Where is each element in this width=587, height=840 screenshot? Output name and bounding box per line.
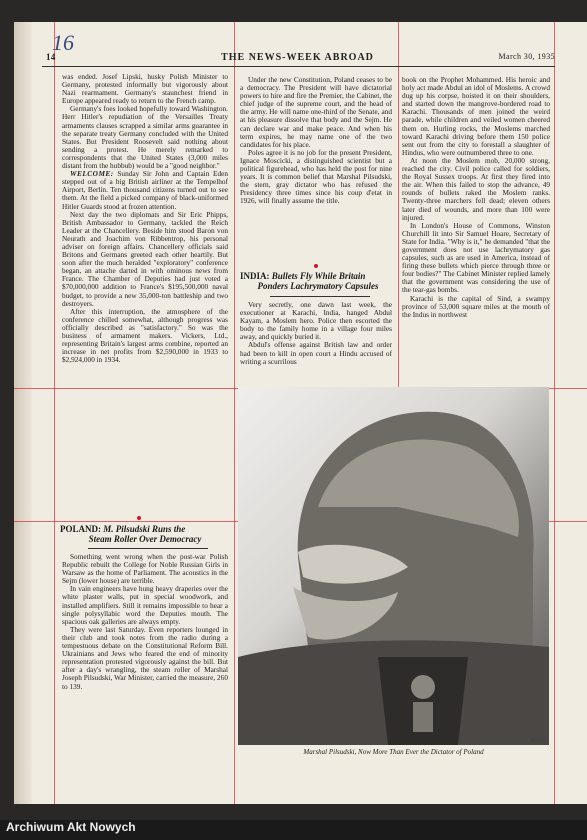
register-dot: [137, 516, 141, 520]
paragraph: Abdul's offense against British law and order had been to kill in open court a Hindu accused of writing a scurrilous: [240, 340, 392, 366]
issue-date: March 30, 1935: [498, 52, 555, 61]
publication-title: THE NEWS-WEEK ABROAD: [221, 52, 374, 63]
poland-article-column: [62, 553, 228, 691]
photo-credit: ACME: [530, 738, 545, 744]
article-column-2: [240, 76, 392, 206]
headline-country: POLAND:: [60, 524, 101, 534]
headline-rule: [88, 548, 208, 549]
paragraph: was ended. Josef Lipski, husky Polish Minister to Germany, protested informally but vigorously about Nazi rearmament. Germany's staunchest friend in Europe appeared ready to return to the French camp.: [62, 72, 228, 106]
headline-country: INDIA:: [240, 271, 270, 281]
register-line: [398, 22, 399, 392]
headline-rule: [270, 296, 370, 297]
poland-headline: [60, 524, 230, 544]
india-article-column: [240, 301, 392, 366]
paragraph: Germany's foes looked hopefully toward Washington. Herr Hitler's repudiation of the Versailles Treaty armaments clauses scrapped a similar arms guarantee in the separate treaty Germany concluded with the United States. But President Roosevelt said nothing about sending a protest. He merely remarked to correspondents that the United States (3,000 miles distant from the hubbub) would be a "good neighbor.": [62, 104, 228, 171]
portrait-photo: [238, 387, 549, 745]
page-number: 14: [46, 52, 56, 62]
photo-caption: Marshal Pilsudski, Now More Than Ever the Dictator of Poland: [303, 748, 484, 756]
paragraph: Karachi is the capital of Sind, a swampy province of 53,000 square miles at the mouth of the Indus in northwest: [402, 293, 550, 319]
paragraph: After this interruption, the atmosphere of the conference chilled somewhat, although progress was officially described as "satisfactory." So was the business of armament makers. Vickers, Ltd., representing Britain's largest arms combine, reported an increase in net profits from $2,590,000 in 1933 to $2,924,000 in 1934.: [62, 306, 228, 365]
article-column-1: [62, 73, 228, 364]
article-column-3: [402, 76, 550, 319]
paragraph: In London's House of Commons, Winston Churchill lit into Sir Samuel Hoare, Secretary of State for India. "Why is it," he demanded "that the government does not use lachrymatory gas capsules, such as are used in America, instead of firing these bullets which pierce through three or four bodies?" The Cabinet Minister replied lamely that the government was considering the use of the tear-gas bombs.: [402, 220, 550, 295]
headline-text: Ponders Lachrymatory Capsules: [257, 281, 379, 291]
paragraph: [62, 170, 228, 210]
headline-text: Bullets Fly While Britain: [269, 271, 366, 281]
page-binding-edge: [14, 22, 32, 804]
paragraph: Next day the two diplomats and Sir Eric Phipps, British Ambassador to Germany, tackled the Reich Leader at the Chancellery. Beside him stood Baron von Neurath and Joachim von Ribbentrop, his personal adviser on foreign affairs. Chancellery officials said Britons and Germans greeted each other heartily. But soon after the much heralded "exploratory" conference began, an attache darted in with ominous news from France. The Chamber of Deputies had just voted a $70,000,000 addition to France's $195,500,000 naval budget, to provide a new 35,000-ton battleship and two destroyers.: [62, 209, 228, 308]
archive-watermark: Archiwum Akt Nowych: [6, 820, 136, 834]
headline-text: Steam Roller Over Democracy: [88, 534, 202, 544]
headline-text: M. Pilsudski Runs the: [101, 524, 186, 534]
paragraph: Poles agree it is no job for the present President, Ignace Moscicki, a distinguished scientist but a political figurehead, who has held the post for nine years. It is common belief that Marshal Pilsudski, the stern, gray dictator who has refused the Presidency three times since his coup d'etat in 1926, will finally assume the title.: [240, 147, 392, 206]
register-line: [54, 22, 55, 804]
paragraph: In vain engineers have hung heavy draperies over the white plaster walls, put in special woodwork, and installed amplifiers. Still it remains impossible to hear a single polysyllabic word the Deputies mouth. The spacious oak galleries are always empty.: [62, 584, 228, 626]
india-headline: [240, 271, 396, 291]
portrait-illustration: [238, 387, 549, 745]
paragraph: Very secretly, one dawn last week, the executioner at Karachi, India, hanged Abdul Kayam, a Moslem hero. Police then escorted the body to the family home in a village four miles away, and quickly buried it.: [240, 300, 392, 342]
paragraph: They were last Saturday. Even reporters lounged in their club and took notes from the radio during a tempestuous debate on the Constitutional Reform Bill. Ukrainians and Jews who feared the end of minority representation protested vigorously against the bill. But after a day's wrangling, the steam roller of Marshal Joseph Pilsudski, War Minister, carried the measure, 260 to 139.: [62, 624, 228, 691]
register-line: [554, 22, 555, 804]
paragraph: At noon the Moslem mob, 20,000 strong, reached the city. Civil police called for soldiers, the Royal Sussex troops. At first they fired into the air. When this failed to stop the advance, 49 rounds of bullets raked the Moslem ranks. Twenty-three marchers fell dead; eleven others later died of wounds, and more than 100 were injured.: [402, 155, 550, 222]
section-lead: WELCOME:: [70, 169, 114, 179]
paragraph-text: Sunday Sir John and Captain Eden stepped out of a big British airliner at the Tempelhof Airport, Berlin. Ten thousand citizens turned out to see them. At the field a picked company of black-uniformed Hitler Guards stood at frozen attention.: [62, 169, 228, 211]
header-rule: [42, 66, 555, 67]
paragraph: Under the new Constitution, Poland ceases to be a democracy. The President will have dictatorial powers to hire and fire the Premier, the Cabinet, the chief judge of the supreme court, and the head of the army. He will name one-third of the Senate, and at his pleasure dissolve that body and the Sejm. He can declare war and make peace. And when his term expires, he may name one of the two candidates for his place.: [240, 75, 392, 149]
running-header: [40, 52, 555, 66]
register-dot: [314, 264, 318, 268]
paragraph: book on the Prophet Mohammed. His heroic and holy act made Abdul an idol of Moslems. A crowd dug up his corpse, hoisted it on their shoulders, and started down the mangrove-bordered road to Karachi. Thousands of men joined the weird parade, while children and veiled women cheered them on. Hurling rocks, the Moslems marched toward Karachi driving before them 150 police sent out from the city to forestall a slaughter of Hindus, who were outnumbered three to one.: [402, 75, 550, 157]
handwritten-folio-number: 16: [52, 30, 74, 55]
register-line: [234, 22, 235, 804]
paragraph: Something went wrong when the post-war Polish Republic rebuilt the College for Noble Russian Girls in Warsaw as the home of Parliament. The acoustics in the Sejm (lower house) are terrible.: [62, 552, 228, 586]
